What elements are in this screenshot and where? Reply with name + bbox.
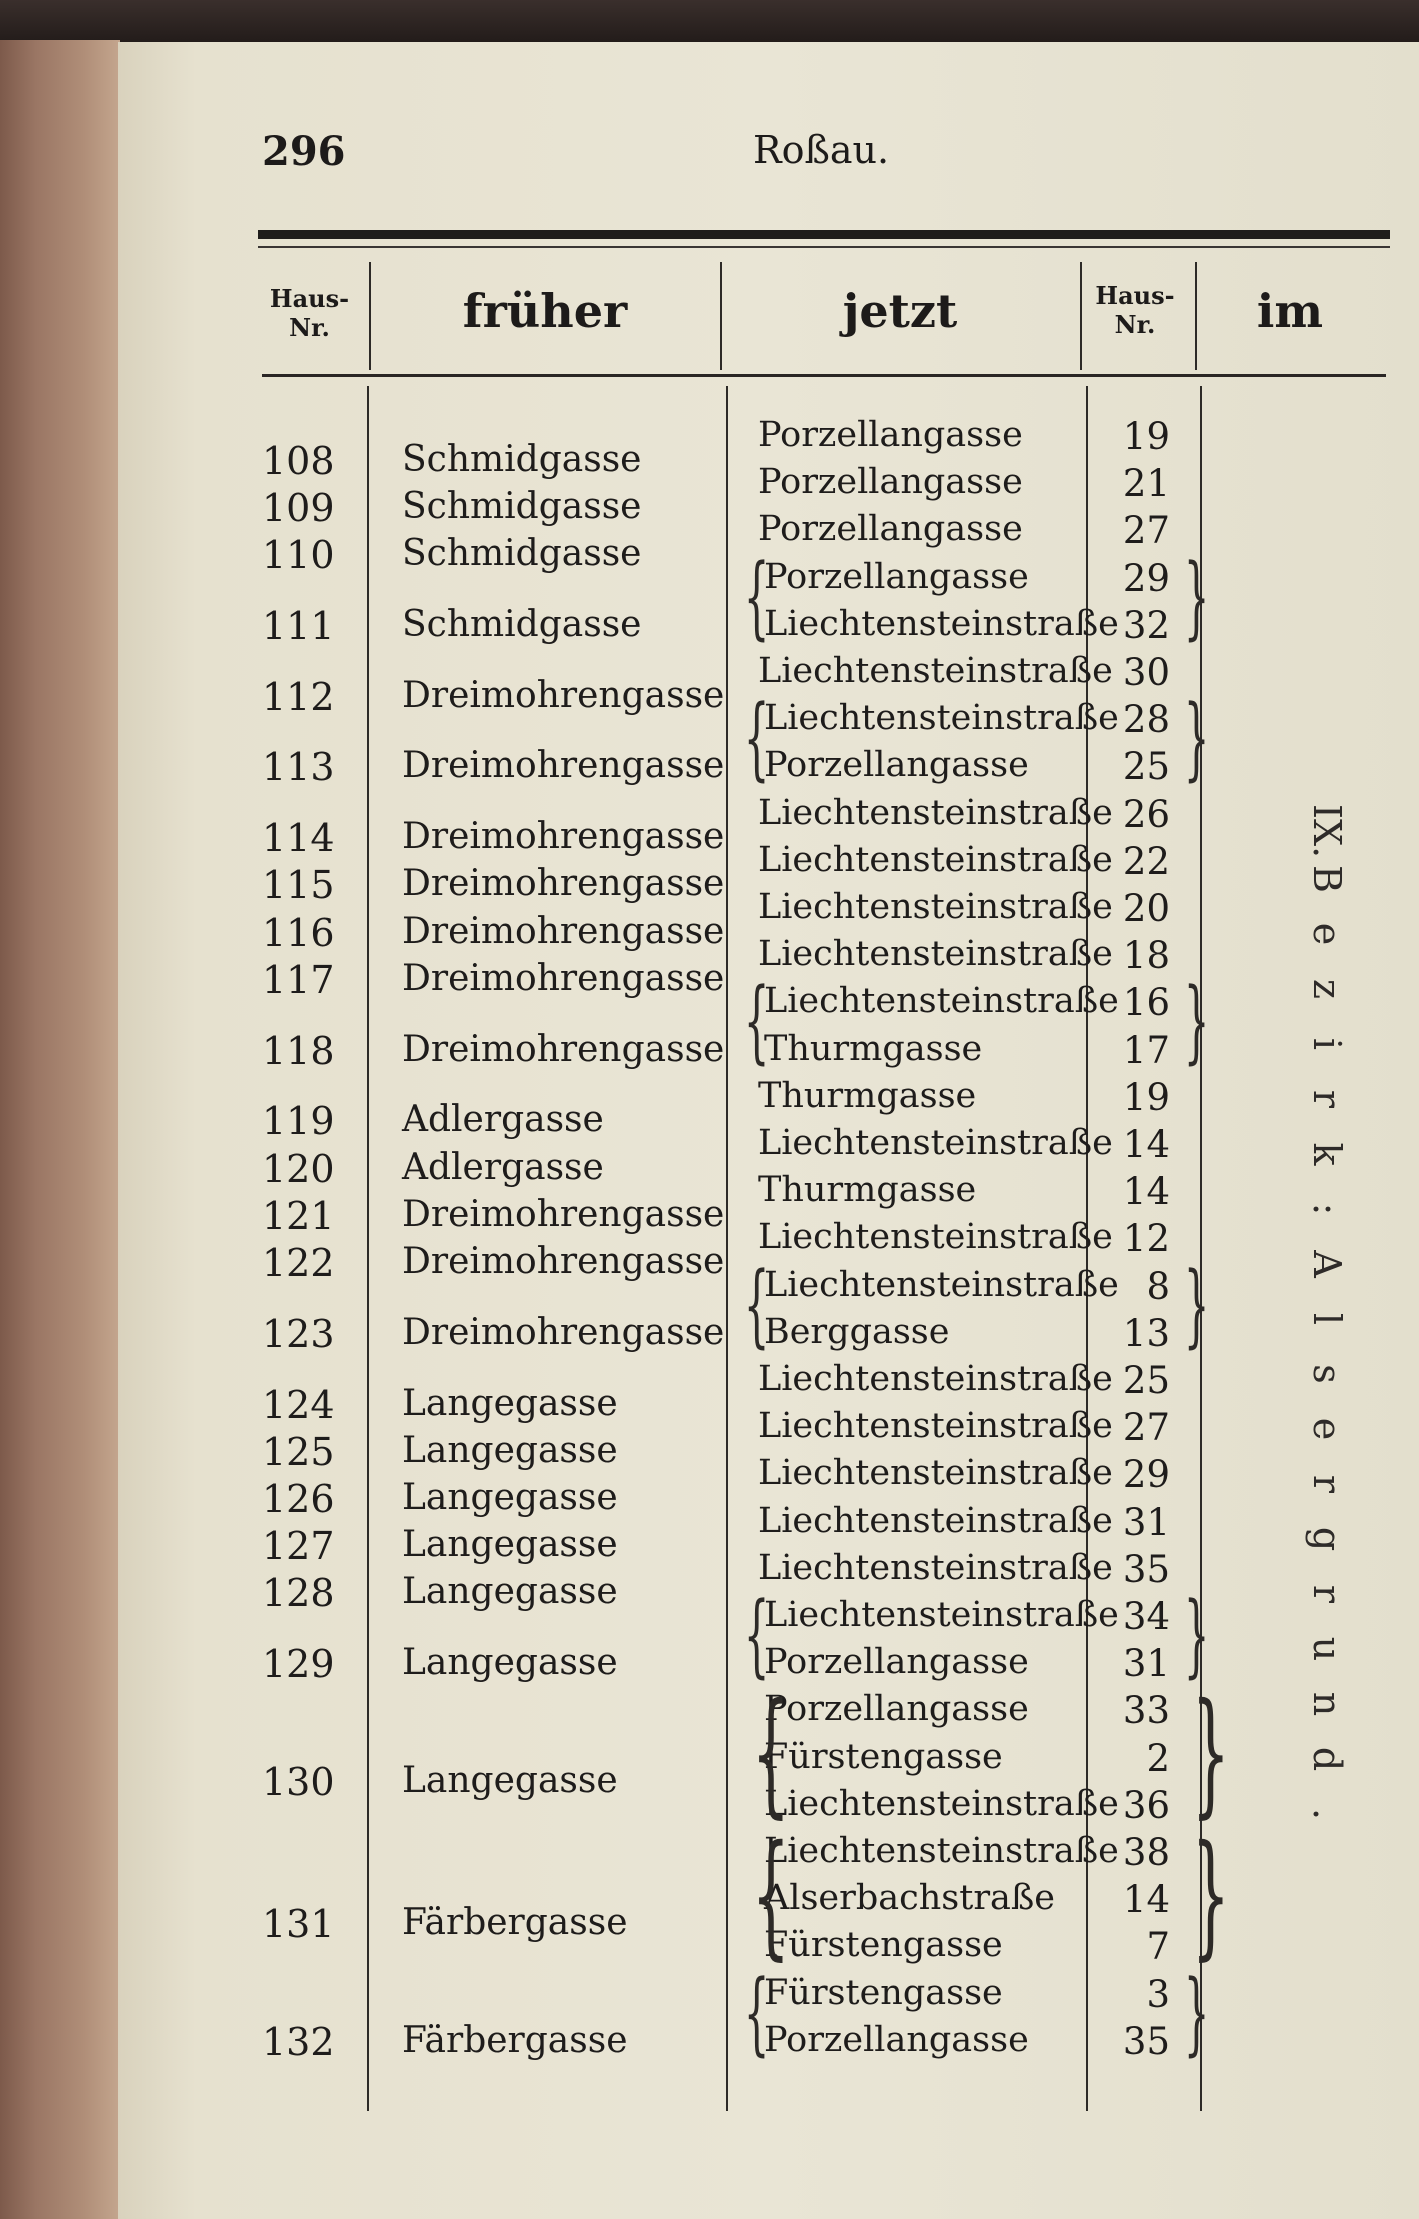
street-new: Liechtensteinstraße	[764, 603, 1119, 644]
street-new: Berggasse	[764, 1311, 950, 1352]
street-old: Schmidgasse	[402, 485, 642, 527]
sidebar-letter: B	[1305, 865, 1349, 893]
house-number-new: 12	[1122, 1217, 1170, 1261]
street-old: Schmidgasse	[402, 603, 642, 645]
house-number-new: 31	[1122, 1642, 1170, 1686]
house-number-old: 112	[262, 674, 335, 719]
sidebar-letter: s	[1305, 1364, 1349, 1384]
house-number-new: 32	[1122, 603, 1170, 647]
house-number-new: 3	[1146, 1972, 1170, 2016]
house-number-new: 13	[1122, 1311, 1170, 1355]
street-new: Liechtensteinstraße	[758, 1453, 1113, 1494]
sidebar-letter: z	[1305, 978, 1349, 1000]
sidebar-letter: g	[1305, 1526, 1349, 1552]
sidebar-letter: :	[1305, 1202, 1349, 1216]
house-number-old: 110	[262, 533, 335, 577]
street-new: Porzellangasse	[764, 1642, 1029, 1683]
street-new: Porzellangasse	[758, 509, 1023, 550]
grouping-brace-left: {	[751, 1674, 791, 1832]
house-number-old: 123	[262, 1311, 335, 1356]
house-number-new: 18	[1122, 934, 1170, 978]
street-new: Liechtensteinstraße	[764, 1595, 1119, 1635]
house-number-new: 19	[1122, 415, 1170, 458]
street-old: Langegasse	[402, 1571, 618, 1613]
street-old: Schmidgasse	[402, 533, 642, 574]
house-number-old: 131	[262, 1901, 335, 1946]
running-head: Roßau.	[753, 128, 890, 172]
house-number-old: 125	[262, 1429, 335, 1474]
street-old: Färbergasse	[402, 2019, 628, 2061]
book-top-edge	[0, 0, 1419, 42]
house-number-new: 27	[1122, 509, 1170, 553]
street-old: Langegasse	[402, 1382, 618, 1424]
house-number-new: 16	[1122, 981, 1170, 1025]
sidebar-letter: k	[1305, 1142, 1349, 1166]
house-number-new: 20	[1122, 887, 1170, 930]
sidebar-district-label	[1305, 804, 1355, 1855]
col-header-jetzt: jetzt	[842, 284, 958, 338]
street-new: Liechtensteinstraße	[758, 1217, 1113, 1258]
street-old: Langegasse	[402, 1524, 618, 1566]
house-number-old: 121	[262, 1193, 335, 1238]
street-old: Dreimohrengasse	[402, 674, 725, 716]
sidebar-letter: d	[1305, 1746, 1349, 1772]
house-number-new: 7	[1146, 1925, 1170, 1969]
street-new: Liechtensteinstraße	[764, 1783, 1119, 1824]
table-divider-new	[726, 386, 728, 2111]
sidebar-letter: n	[1305, 1691, 1349, 1717]
grouping-brace-left: {	[743, 1961, 770, 2066]
header-rule-thin	[258, 246, 1390, 248]
house-number-new: 25	[1122, 745, 1170, 789]
sidebar-letter: u	[1305, 1636, 1349, 1662]
street-new: Alserbachstraße	[764, 1878, 1056, 1919]
house-number-new: 35	[1122, 1547, 1170, 1591]
grouping-brace-right: }	[1183, 970, 1210, 1075]
house-number-old: 117	[262, 957, 335, 1002]
street-new: Liechtensteinstraße	[764, 698, 1119, 739]
street-old: Dreimohrengasse	[402, 1311, 725, 1353]
house-number-new: 2	[1146, 1736, 1170, 1780]
street-new: Liechtensteinstraße	[758, 792, 1113, 833]
house-number-new: 35	[1122, 2019, 1170, 2063]
house-number-old: 130	[262, 1760, 335, 1805]
street-new: Liechtensteinstraße	[758, 1123, 1113, 1163]
street-old: Färbergasse	[402, 1901, 628, 1943]
house-number-new: 25	[1122, 1359, 1170, 1402]
sidebar-letter: A	[1305, 1250, 1349, 1278]
house-number-new: 17	[1122, 1028, 1170, 1072]
column-header-rule	[262, 374, 1386, 377]
col-header-im: im	[1256, 284, 1324, 338]
header-divider-1	[369, 262, 371, 370]
house-number-new: 14	[1122, 1878, 1170, 1922]
street-old: Dreimohrengasse	[402, 1241, 725, 1282]
street-old: Adlergasse	[402, 1146, 604, 1188]
sidebar-letter: i	[1305, 1037, 1349, 1051]
sidebar-letter: r	[1305, 1584, 1349, 1604]
house-number-old: 108	[262, 438, 335, 483]
street-new: Porzellangasse	[764, 1689, 1029, 1730]
sidebar-letter: e	[1305, 1417, 1349, 1441]
house-number-old: 132	[262, 2019, 335, 2064]
street-new: Fürstengasse	[764, 1972, 1003, 2013]
street-new: Thurmgasse	[758, 1075, 977, 1116]
grouping-brace-left: {	[743, 545, 770, 650]
street-new: Liechtensteinstraße	[758, 651, 1113, 691]
grouping-brace-right: }	[1183, 1584, 1210, 1688]
sidebar-letter: l	[1305, 1312, 1349, 1326]
house-number-new: 33	[1122, 1689, 1170, 1733]
house-number-new: 19	[1122, 1075, 1170, 1119]
street-old: Langegasse	[402, 1642, 618, 1684]
sidebar-letter: r	[1305, 1089, 1349, 1109]
street-new: Thurmgasse	[758, 1170, 977, 1211]
grouping-brace-right: }	[1191, 1816, 1231, 1973]
house-number-new: 21	[1122, 462, 1170, 506]
house-number-old: 115	[262, 863, 335, 908]
grouping-brace-left: {	[743, 687, 770, 792]
sidebar-letter: IX.	[1305, 804, 1349, 859]
street-new: Liechtensteinstraße	[764, 1264, 1119, 1305]
street-new: Liechtensteinstraße	[758, 1547, 1113, 1588]
street-new: Liechtensteinstraße	[758, 839, 1113, 880]
house-number-old: 129	[262, 1642, 335, 1687]
house-number-new: 22	[1122, 839, 1170, 883]
house-number-new: 29	[1122, 1453, 1170, 1497]
street-new: Liechtensteinstraße	[758, 1500, 1113, 1541]
house-number-old: 109	[262, 485, 335, 530]
house-number-old: 120	[262, 1146, 335, 1191]
street-new: Fürstengasse	[764, 1925, 1003, 1966]
street-old: Langegasse	[402, 1429, 618, 1471]
col-header-haus-nr-right: Haus- Nr.	[1095, 281, 1175, 339]
house-number-old: 119	[262, 1099, 335, 1144]
street-old: Langegasse	[402, 1760, 618, 1802]
grouping-brace-right: }	[1183, 687, 1210, 792]
house-number-new: 38	[1122, 1831, 1170, 1874]
grouping-brace-right: }	[1183, 545, 1210, 650]
house-number-new: 14	[1122, 1170, 1170, 1214]
sidebar-letter: .	[1305, 1807, 1349, 1821]
house-number-new: 29	[1122, 556, 1170, 600]
col-header-frueher: früher	[462, 284, 628, 338]
street-old: Langegasse	[402, 1477, 618, 1518]
house-number-old: 128	[262, 1571, 335, 1616]
house-number-old: 122	[262, 1241, 335, 1285]
street-new: Porzellangasse	[758, 462, 1023, 503]
header-divider-3	[1080, 262, 1082, 370]
house-number-new: 28	[1122, 698, 1170, 742]
table-divider-old	[367, 386, 369, 2111]
house-number-new: 36	[1122, 1783, 1170, 1827]
street-old: Dreimohrengasse	[402, 863, 725, 905]
grouping-brace-right: }	[1183, 1253, 1210, 1358]
street-new: Porzellangasse	[764, 745, 1029, 786]
house-number-old: 116	[262, 910, 335, 955]
grouping-brace-right: }	[1191, 1674, 1231, 1832]
sidebar-letter: e	[1305, 922, 1349, 946]
street-new: Porzellangasse	[764, 2019, 1029, 2060]
house-number-old: 127	[262, 1524, 335, 1569]
street-new: Liechtensteinstraße	[764, 981, 1119, 1022]
page-number: 296	[262, 128, 346, 175]
house-number-old: 114	[262, 816, 335, 861]
street-old: Adlergasse	[402, 1099, 604, 1141]
street-old: Dreimohrengasse	[402, 816, 725, 858]
house-number-new: 30	[1122, 651, 1170, 694]
house-number-old: 118	[262, 1028, 335, 1073]
header-rule-thick	[258, 230, 1390, 239]
street-old: Dreimohrengasse	[402, 745, 725, 787]
grouping-brace-left: {	[743, 970, 770, 1075]
book-page-edges	[0, 40, 120, 2219]
house-number-new: 26	[1122, 792, 1170, 836]
house-number-new: 34	[1122, 1595, 1170, 1638]
street-new: Liechtensteinstraße	[758, 934, 1113, 975]
header-divider-4	[1195, 262, 1197, 370]
house-number-new: 31	[1122, 1500, 1170, 1544]
grouping-brace-left: {	[743, 1253, 770, 1358]
street-new: Porzellangasse	[764, 556, 1029, 597]
grouping-brace-left: {	[751, 1816, 791, 1973]
sidebar-letter: r	[1305, 1474, 1349, 1494]
house-number-new: 14	[1122, 1123, 1170, 1166]
street-old: Dreimohrengasse	[402, 1193, 725, 1235]
street-old: Dreimohrengasse	[402, 957, 725, 999]
grouping-brace-right: }	[1183, 1961, 1210, 2066]
house-number-new: 27	[1122, 1406, 1170, 1450]
street-new: Liechtensteinstraße	[764, 1831, 1119, 1871]
street-new: Liechtensteinstraße	[758, 1359, 1113, 1399]
col-header-haus-nr-left: Haus- Nr.	[269, 284, 350, 342]
street-old: Dreimohrengasse	[402, 910, 725, 952]
house-number-old: 124	[262, 1382, 335, 1427]
street-new: Liechtensteinstraße	[758, 1406, 1113, 1447]
house-number-old: 126	[262, 1477, 335, 1521]
street-old: Schmidgasse	[402, 438, 642, 480]
street-new: Porzellangasse	[758, 415, 1023, 455]
grouping-brace-left: {	[743, 1584, 770, 1688]
house-number-old: 111	[262, 603, 335, 648]
street-new: Thurmgasse	[764, 1028, 983, 1069]
header-divider-2	[720, 262, 722, 370]
house-number-old: 113	[262, 745, 335, 790]
street-new: Fürstengasse	[764, 1736, 1003, 1777]
street-old: Dreimohrengasse	[402, 1028, 725, 1070]
street-new: Liechtensteinstraße	[758, 887, 1113, 927]
house-number-new: 8	[1146, 1264, 1170, 1308]
